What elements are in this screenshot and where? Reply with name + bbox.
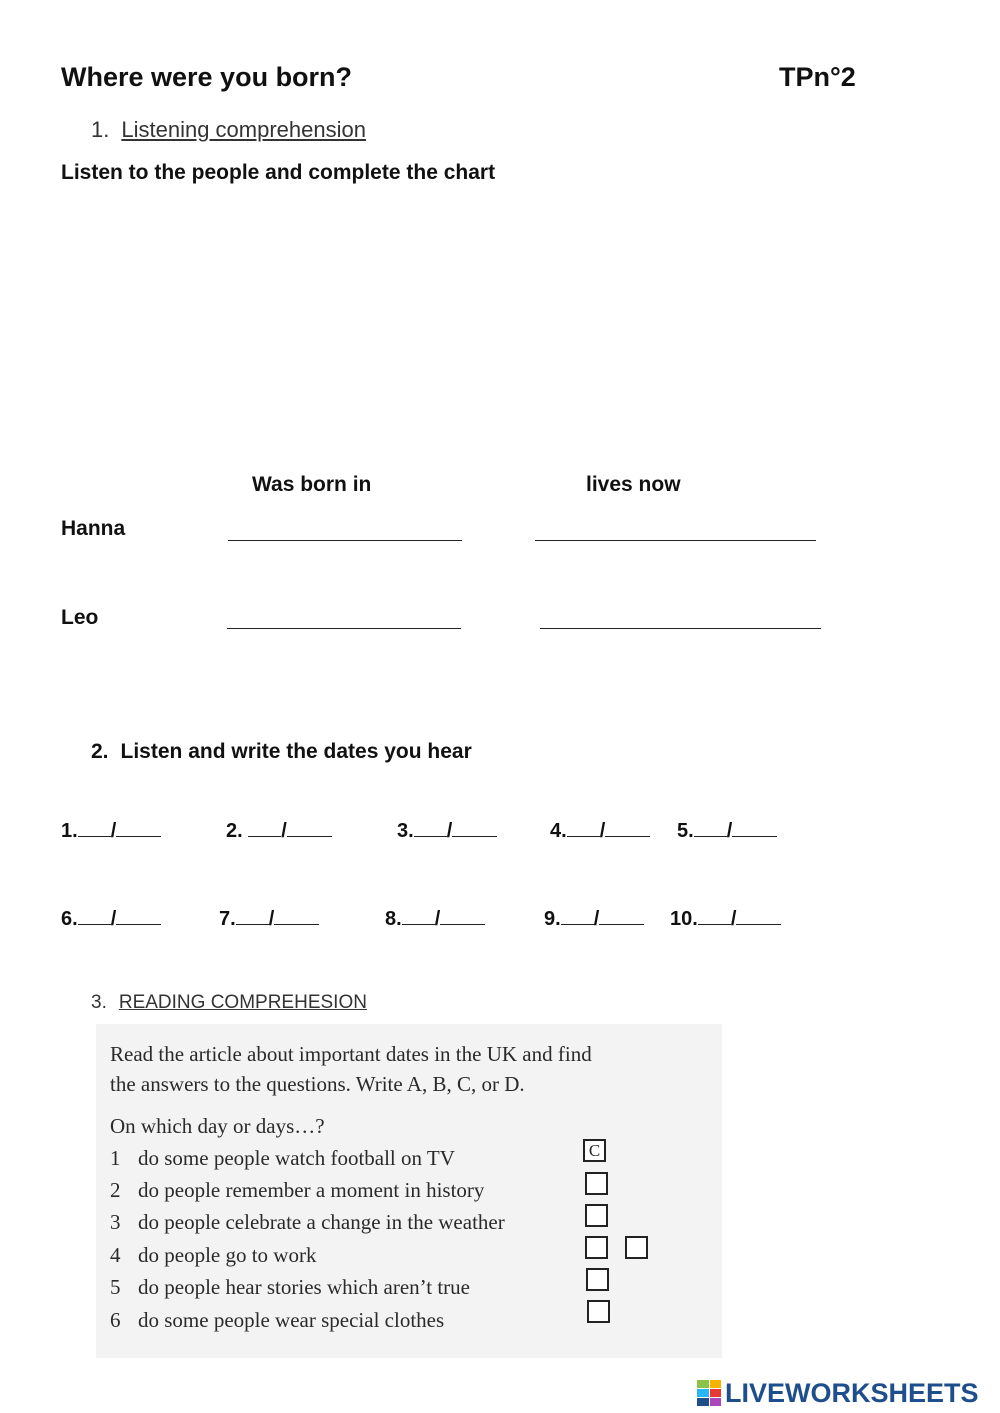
answer-box-q4a[interactable] xyxy=(585,1236,608,1259)
section-1-heading xyxy=(91,117,366,143)
question-row: 1 do some people watch football on TV xyxy=(110,1146,455,1170)
logo-mark-icon xyxy=(697,1380,721,1406)
date-blank-day[interactable] xyxy=(694,818,727,837)
date-blank-day[interactable] xyxy=(414,818,447,837)
answer-box-q2[interactable] xyxy=(585,1172,608,1195)
date-blank-month[interactable] xyxy=(452,818,497,837)
date-blank-day[interactable] xyxy=(236,906,269,925)
reading-intro-line-2: the answers to the questions. Write A, B, C, or D. xyxy=(110,1072,525,1096)
date-item: 10. / xyxy=(670,906,781,931)
column-header-born: Was born in xyxy=(252,473,372,496)
date-item: 3. / xyxy=(397,818,497,843)
date-blank-month[interactable] xyxy=(287,818,332,837)
date-item: 2. / xyxy=(226,818,332,843)
date-blank-day[interactable] xyxy=(567,818,600,837)
question-row: 6 do some people wear special clothes xyxy=(110,1308,445,1332)
section-3-number: 3. xyxy=(91,992,107,1013)
answer-blank-hanna-born[interactable] xyxy=(228,540,462,541)
date-blank-month[interactable] xyxy=(116,818,161,837)
answer-box-q3[interactable] xyxy=(585,1204,608,1227)
section-3-heading xyxy=(91,992,367,1014)
section-3-title: READING COMPREHESION xyxy=(118,992,367,1013)
date-blank-day[interactable] xyxy=(78,906,111,925)
question-row: 3 do people celebrate a change in the weather xyxy=(110,1210,505,1234)
answer-blank-leo-born[interactable] xyxy=(227,628,461,629)
date-item: 9. / xyxy=(544,906,644,931)
section-1-number: 1. xyxy=(91,117,110,142)
section-1-title: Listening comprehension xyxy=(121,117,366,142)
reading-intro-line-1: Read the article about important dates in the UK and find xyxy=(110,1042,592,1066)
reading-prompt: On which day or days…? xyxy=(110,1114,325,1138)
answer-box-q6[interactable] xyxy=(587,1300,610,1323)
date-item: 5. / xyxy=(677,818,777,843)
logo-text: LIVEWORKSHEETS xyxy=(725,1377,979,1408)
date-item: 7. / xyxy=(219,906,319,931)
date-blank-month[interactable] xyxy=(599,906,644,925)
date-item: 1. / xyxy=(61,818,161,843)
date-blank-day[interactable] xyxy=(698,906,731,925)
section-2-number: 2. xyxy=(91,740,109,763)
answer-blank-hanna-lives[interactable] xyxy=(535,540,816,541)
date-item: 6. / xyxy=(61,906,161,931)
question-row: 5 do people hear stories which aren’t true xyxy=(110,1275,470,1299)
answer-box-q5[interactable] xyxy=(586,1268,609,1291)
section-2-heading xyxy=(91,740,472,764)
date-blank-day[interactable] xyxy=(402,906,435,925)
date-blank-month[interactable] xyxy=(440,906,485,925)
date-blank-day[interactable] xyxy=(78,818,111,837)
section-2-title: Listen and write the dates you hear xyxy=(120,740,472,763)
question-row: 2 do people remember a moment in history xyxy=(110,1178,485,1202)
reading-exercise-scan xyxy=(96,1024,722,1358)
date-item: 8. / xyxy=(385,906,485,931)
date-blank-month[interactable] xyxy=(736,906,781,925)
worksheet-number: TPn°2 xyxy=(779,62,856,92)
row-label-hanna: Hanna xyxy=(61,517,126,540)
row-label-leo: Leo xyxy=(61,606,99,629)
answer-box-q1[interactable]: C xyxy=(583,1139,606,1162)
section-1-instruction: Listen to the people and complete the chart xyxy=(61,161,496,184)
date-blank-day[interactable] xyxy=(561,906,594,925)
date-blank-month[interactable] xyxy=(732,818,777,837)
answer-blank-leo-lives[interactable] xyxy=(540,628,821,629)
date-item: 4. / xyxy=(550,818,650,843)
liveworksheets-logo xyxy=(697,1378,979,1408)
date-blank-day[interactable] xyxy=(248,818,281,837)
column-header-lives: lives now xyxy=(586,473,681,496)
date-blank-month[interactable] xyxy=(116,906,161,925)
worksheet-title: Where were you born? xyxy=(61,62,353,92)
answer-box-q4b[interactable] xyxy=(625,1236,648,1259)
question-row: 4 do people go to work xyxy=(110,1243,317,1267)
date-blank-month[interactable] xyxy=(605,818,650,837)
date-blank-month[interactable] xyxy=(274,906,319,925)
